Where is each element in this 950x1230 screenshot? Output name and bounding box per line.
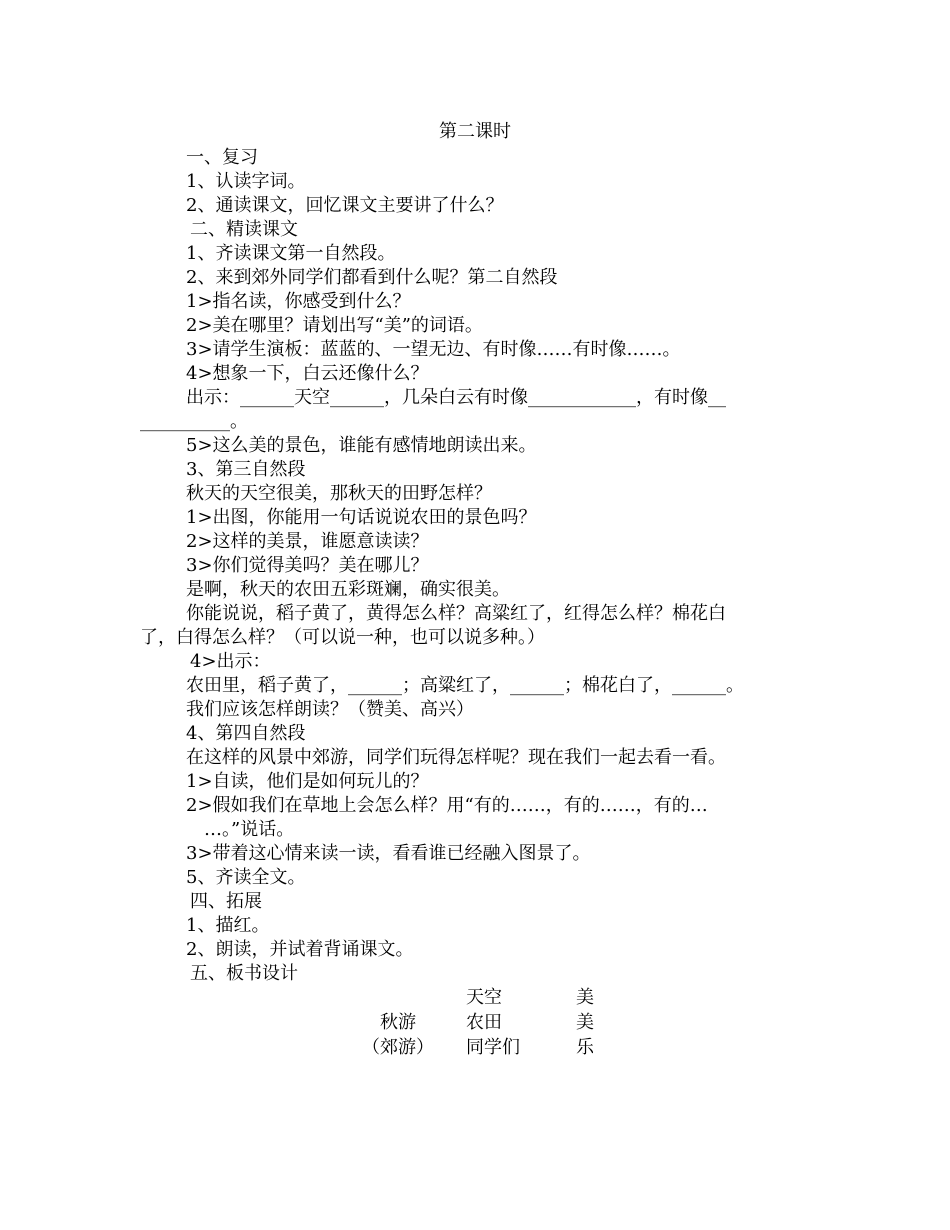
text-line: 秋天的天空很美，那秋天的田野怎样？ xyxy=(186,483,492,504)
text-line: 3、第三自然段 xyxy=(186,459,306,480)
section-heading-review: 一、复习 xyxy=(186,147,258,168)
text-line: 1>自读，他们是如何玩儿的？ xyxy=(186,771,429,792)
text-line: 2>美在哪里？请划出写“美”的词语。 xyxy=(186,315,483,336)
board-item-beauty: 美 xyxy=(576,1012,594,1033)
section-heading-extension: 四、拓展 xyxy=(190,891,262,912)
board-item-excursion: （郊游） xyxy=(362,1037,434,1058)
section-heading-board-design: 五、板书设计 xyxy=(190,963,298,984)
text-line: 在这样的风景中郊游，同学们玩得怎样呢？现在我们一起去看一看。 xyxy=(186,747,726,768)
board-item-outing: 秋游 xyxy=(380,1012,416,1033)
text-line: 3>请学生演板：蓝蓝的、一望无边、有时像……有时像……。 xyxy=(186,339,681,360)
text-line: 3>你们觉得美吗？美在哪儿？ xyxy=(186,555,429,576)
board-item-farmland: 农田 xyxy=(466,1012,502,1033)
board-item-beauty: 美 xyxy=(576,987,594,1008)
text-line: 2、来到郊外同学们都看到什么呢？第二自然段 xyxy=(186,267,558,288)
text-line: 出示：______天空______，几朵白云有时像____________，有时像__ xyxy=(186,387,726,408)
text-line: 5>这么美的景色，谁能有感情地朗读出来。 xyxy=(186,435,537,456)
text-line: …。”说话。 xyxy=(204,819,295,840)
text-line: 2、朗读，并试着背诵课文。 xyxy=(186,939,414,960)
text-line: __________。 xyxy=(140,411,248,432)
text-line: 1、认读字词。 xyxy=(186,171,306,192)
text-line: 5、齐读全文。 xyxy=(186,867,306,888)
text-line: 农田里，稻子黄了，______；高粱红了，______；棉花白了，______。 xyxy=(186,675,744,696)
board-item-classmates: 同学们 xyxy=(466,1037,520,1058)
text-line: 4>出示： xyxy=(190,651,271,672)
text-line: 4>想象一下，白云还像什么？ xyxy=(186,363,429,384)
text-line: 1、描红。 xyxy=(186,915,270,936)
text-line: 你能说说，稻子黄了，黄得怎么样？高粱红了，红得怎么样？棉花白 xyxy=(186,603,726,624)
text-line: 是啊，秋天的农田五彩斑斓，确实很美。 xyxy=(186,579,510,600)
text-line: 4、第四自然段 xyxy=(186,723,306,744)
text-line: 1、齐读课文第一自然段。 xyxy=(186,243,396,264)
text-line: 3>带着这心情来读一读，看看谁已经融入图景了。 xyxy=(186,843,591,864)
board-item-joy: 乐 xyxy=(576,1037,594,1058)
page-title: 第二课时 xyxy=(439,121,511,142)
text-line: 了，白得怎么样？（可以说一种，也可以说多种。） xyxy=(140,627,545,648)
text-line: 1>出图，你能用一句话说说农田的景色吗？ xyxy=(186,507,537,528)
text-line: 我们应该怎样朗读？（赞美、高兴） xyxy=(186,699,474,720)
text-line: 2、通读课文，回忆课文主要讲了什么？ xyxy=(186,195,504,216)
text-line: 1>指名读，你感受到什么？ xyxy=(186,291,411,312)
text-line: 2>假如我们在草地上会怎么样？用“有的……，有的……，有的… xyxy=(186,795,708,816)
section-heading-close-reading: 二、精读课文 xyxy=(190,219,298,240)
text-line: 2>这样的美景，谁愿意读读？ xyxy=(186,531,429,552)
board-item-sky: 天空 xyxy=(466,987,502,1008)
